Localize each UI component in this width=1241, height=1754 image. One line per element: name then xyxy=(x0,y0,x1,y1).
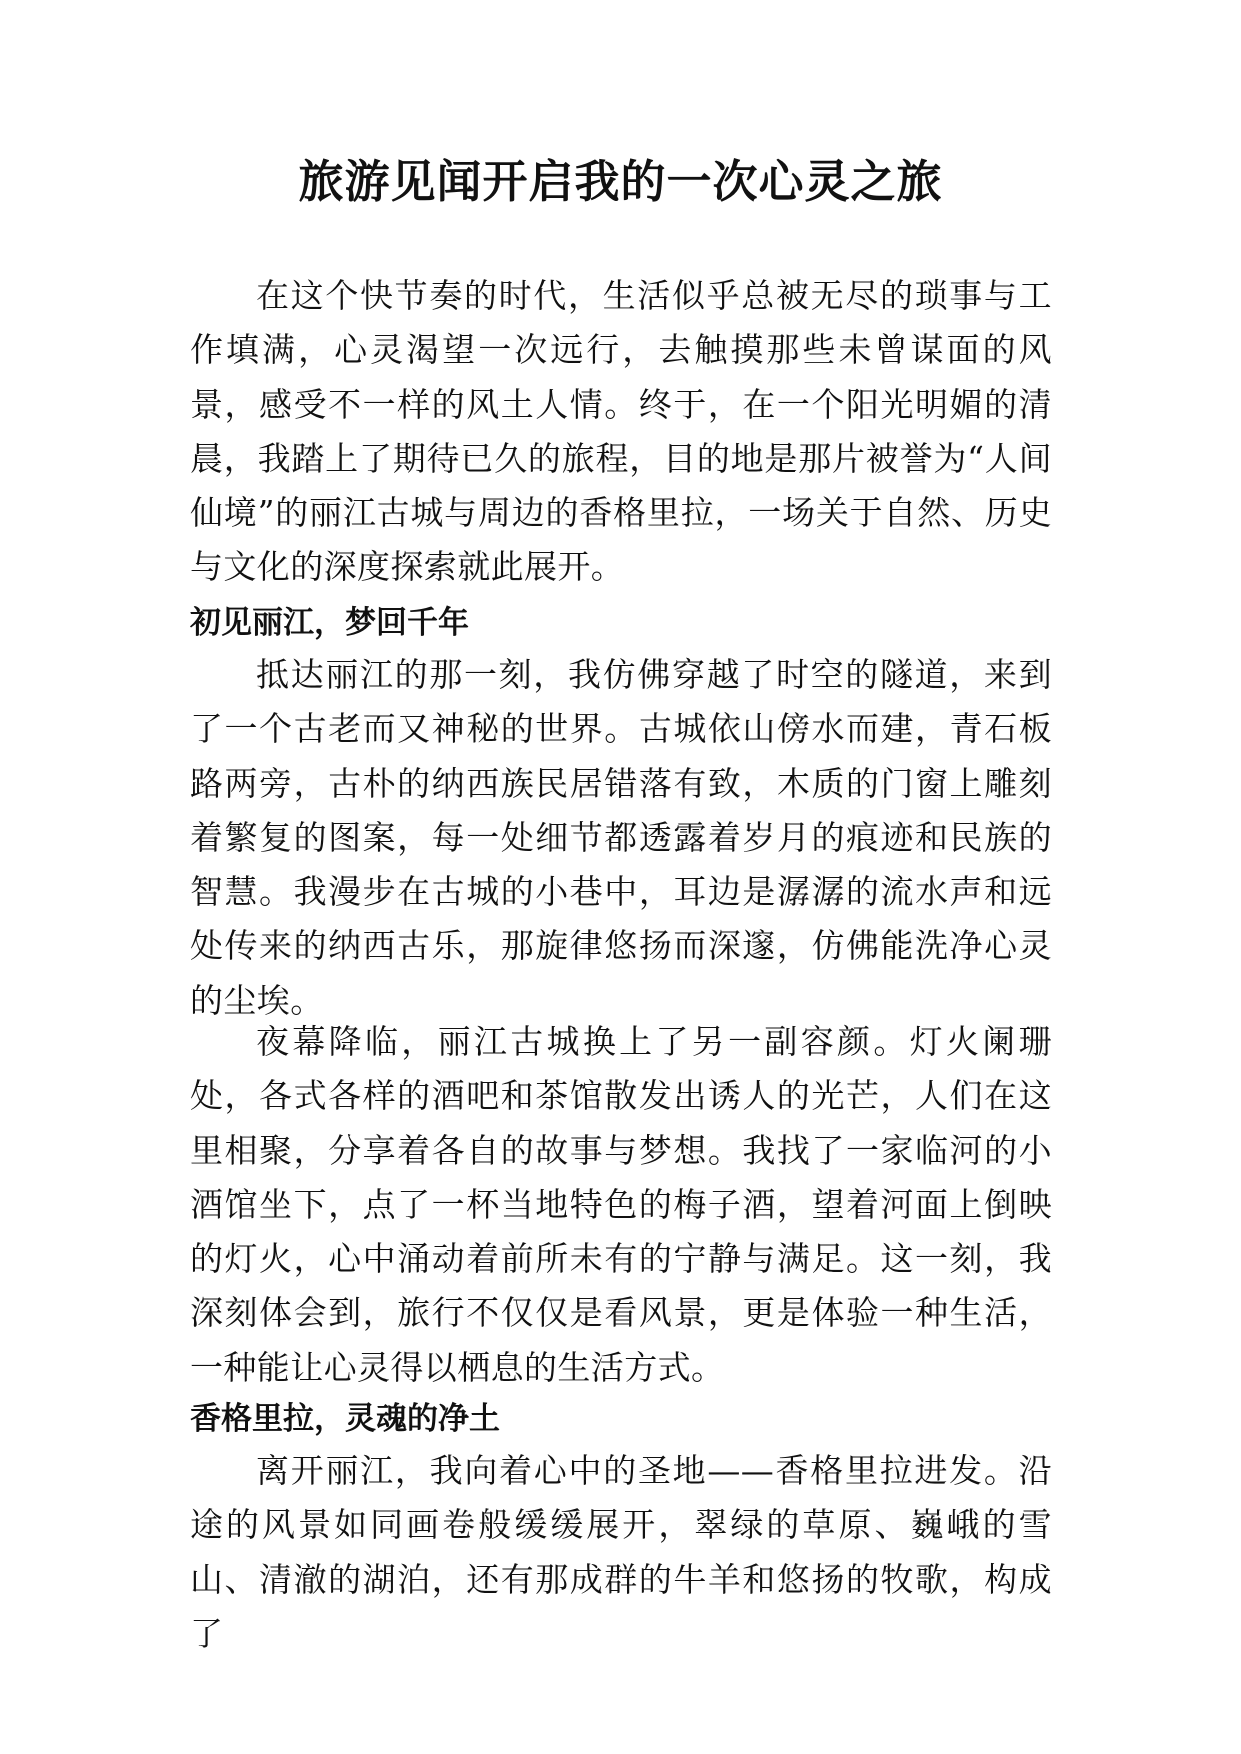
section-lijiang-paragraph-1: 抵达丽江的那一刻，我仿佛穿越了时空的隧道，来到了一个古老而又神秘的世界。古城依山傍水而建，青石板路两旁，古朴的纳西族民居错落有致，木质的门窗上雕刻着繁复的图案，每一处细节都透露着岁月的痕迹和民族的智慧。我漫步在古城的小巷中，耳边是潺潺的流水声和远处传来的纳西古乐，那旋律悠扬而深邃，仿佛能洗净心灵的尘埃。 xyxy=(190,655,1052,1020)
section-lijiang-paragraph-2: 夜幕降临，丽江古城换上了另一副容颜。灯火阑珊处，各式各样的酒吧和茶馆散发出诱人的光芒，人们在这里相聚，分享着各自的故事与梦想。我找了一家临河的小酒馆坐下，点了一杯当地特色的梅子酒，望着河面上倒映的灯火，心中涌动着前所未有的宁静与满足。这一刻，我深刻体会到，旅行不仅仅是看风景，更是体验一种生活，一种能让心灵得以栖息的生活方式。 xyxy=(190,1022,1052,1387)
section-heading-shangrila: 香格里拉，灵魂的净土 xyxy=(190,1401,500,1437)
intro-paragraph: 在这个快节奏的时代，生活似乎总被无尽的琐事与工作填满，心灵渴望一次远行，去触摸那些未曾谋面的风景，感受不一样的风土人情。终于，在一个阳光明媚的清晨，我踏上了期待已久的旅程，目的地是那片被誉为“人间仙境”的丽江古城与周边的香格里拉，一场关于自然、历史与文化的深度探索就此展开。 xyxy=(190,276,1052,587)
section-shangrila-paragraph-1: 离开丽江，我向着心中的圣地——香格里拉进发。沿途的风景如同画卷般缓缓展开，翠绿的草原、巍峨的雪山、清澈的湖泊，还有那成群的牛羊和悠扬的牧歌，构成了 xyxy=(190,1451,1052,1653)
page-title: 旅游见闻开启我的一次心灵之旅 xyxy=(298,155,943,208)
section-heading-lijiang: 初见丽江，梦回千年 xyxy=(190,605,469,641)
